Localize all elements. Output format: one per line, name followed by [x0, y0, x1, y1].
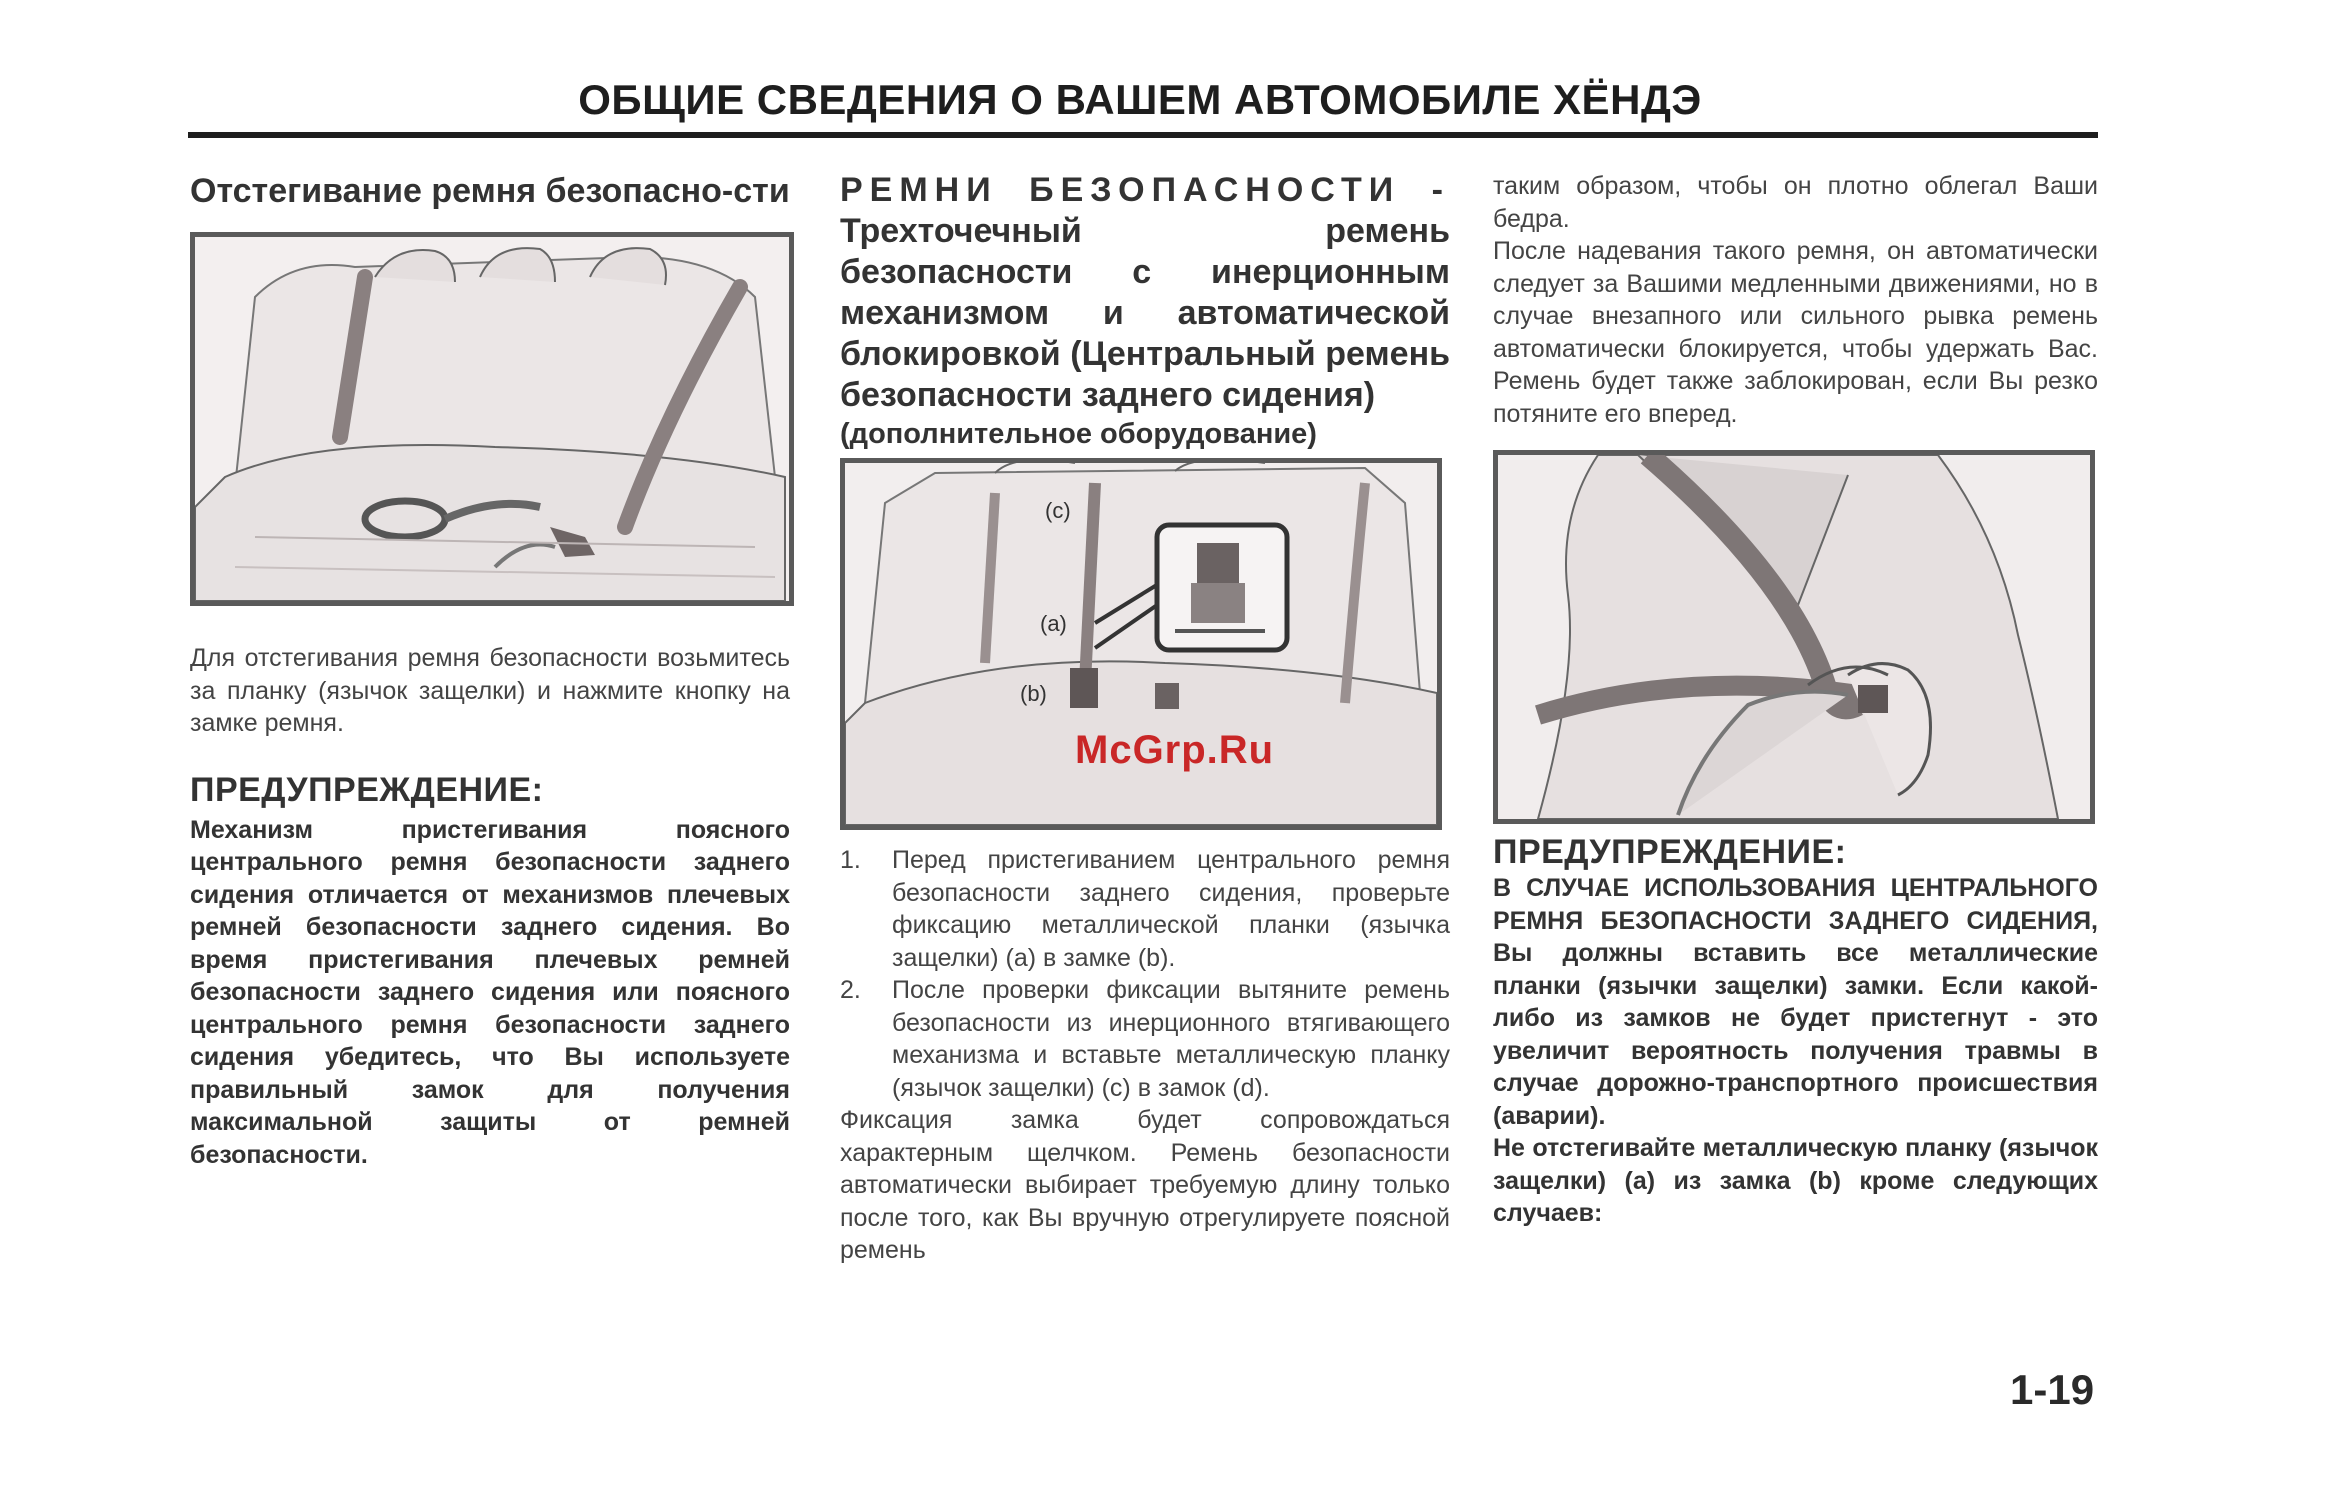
column-middle	[840, 170, 1450, 1267]
step-1	[840, 844, 1450, 974]
passenger-illustration	[1498, 455, 2090, 819]
page-number: 1-19	[2010, 1366, 2095, 1413]
warning-text-right-1: В СЛУЧАЕ ИСПОЛЬЗОВАНИЯ ЦЕНТРАЛЬНОГО РЕМНЯ БЕЗОПАСНОСТИ ЗАДНЕГО СИДЕНИЯ, Вы должны вставить все металлические планки (язычки защелки) замки. Если какой-либо из замков не будет пристегнут - это увеличит вероятность получения травмы в случае дорожно-транспортного происшествия (аварии).	[1493, 874, 2098, 1130]
warning-title-left: ПРЕДУПРЕЖДЕНИЕ:	[190, 770, 544, 809]
watermark: McGrp.Ru	[1075, 728, 1275, 772]
header-rule	[188, 132, 2098, 138]
latch-paragraph: Фиксация замка будет сопровождаться характерным щелчком. Ремень безопасности автоматически выбирает требуемую длину только после того, как Вы вручную отрегулируете поясной ремень	[840, 1106, 1450, 1264]
passenger-belt-figure	[1493, 450, 2095, 824]
center-belt-steps	[840, 844, 1450, 1104]
rear-seat-illustration	[195, 237, 789, 601]
unbuckle-caption: Для отстегивания ремня безопасности возьмитесь за планку (язычок защелки) и нажмите кнопку на замке ремня.	[190, 644, 790, 737]
paragraph-continue: таким образом, чтобы он плотно облегал Ваши бедра.	[1493, 172, 2098, 233]
warning-text-right-2: Не отстегивайте металлическую планку (язычок защелки) (a) из замка (b) кроме следующих случаев:	[1493, 1134, 2098, 1227]
column-right	[1493, 170, 2098, 1230]
step-1-text: Перед пристегиванием центрального ремня безопасности заднего сидения, проверьте фиксацию металлической планки (язычка защелки) (a) в замке (b).	[892, 846, 1450, 972]
rear-seat-figure	[190, 232, 794, 606]
warning-text-left: Механизм пристегивания поясного центрального ремня безопасности заднего сидения отличается от механизмов плечевых ремней безопасности заднего сидения. Во время пристегивания плечевых ремней безопасности заднего сидения или поясного центрального ремня безопасности заднего сидения убедитесь, что Вы используете правильный замок для получения максимальной защиты от ремней безопасности.	[190, 815, 790, 1169]
step-2	[840, 974, 1450, 1104]
page-header-title: ОБЩИЕ СВЕДЕНИЯ О ВАШЕМ АВТОМОБИЛЕ ХЁНДЭ	[578, 76, 1702, 123]
paragraph-retractor: После надевания такого ремня, он автоматически следует за Вашими медленными движениями, но в случае внезапного или сильного рывка ремень автоматически блокируется, чтобы удержать Вас. Ремень будет также заблокирован, если Вы резко потяните его вперед.	[1493, 237, 2098, 428]
label-b: (b)	[1020, 681, 1047, 706]
heading-rest: Трехточечный ремень безопасности с инерционным механизмом и автоматической блокировкой (Центральный ремень безопасности заднего сидения)	[840, 212, 1450, 414]
step-2-text: После проверки фиксации вытяните ремень безопасности из инерционного втягивающего механизма и вставьте металлическую планку (язычок защелки) (c) в замок (d).	[892, 976, 1450, 1102]
column-left	[190, 170, 790, 1171]
section-heading-unbuckle: Отстегивание ремня безопасно-сти	[190, 172, 790, 210]
step-2-number: 2.	[840, 976, 861, 1004]
step-1-number: 1.	[840, 846, 861, 874]
section-heading-center-belt	[840, 170, 1450, 416]
heading-optional-equipment: (дополнительное оборудование)	[840, 418, 1317, 450]
warning-title-right: ПРЕДУПРЕЖДЕНИЕ:	[1493, 833, 1847, 871]
heading-caps: РЕМНИ БЕЗОПАСНОСТИ -	[840, 171, 1450, 209]
label-a: (a)	[1040, 611, 1067, 636]
center-belt-figure	[840, 458, 1442, 830]
label-c: (c)	[1045, 498, 1071, 523]
